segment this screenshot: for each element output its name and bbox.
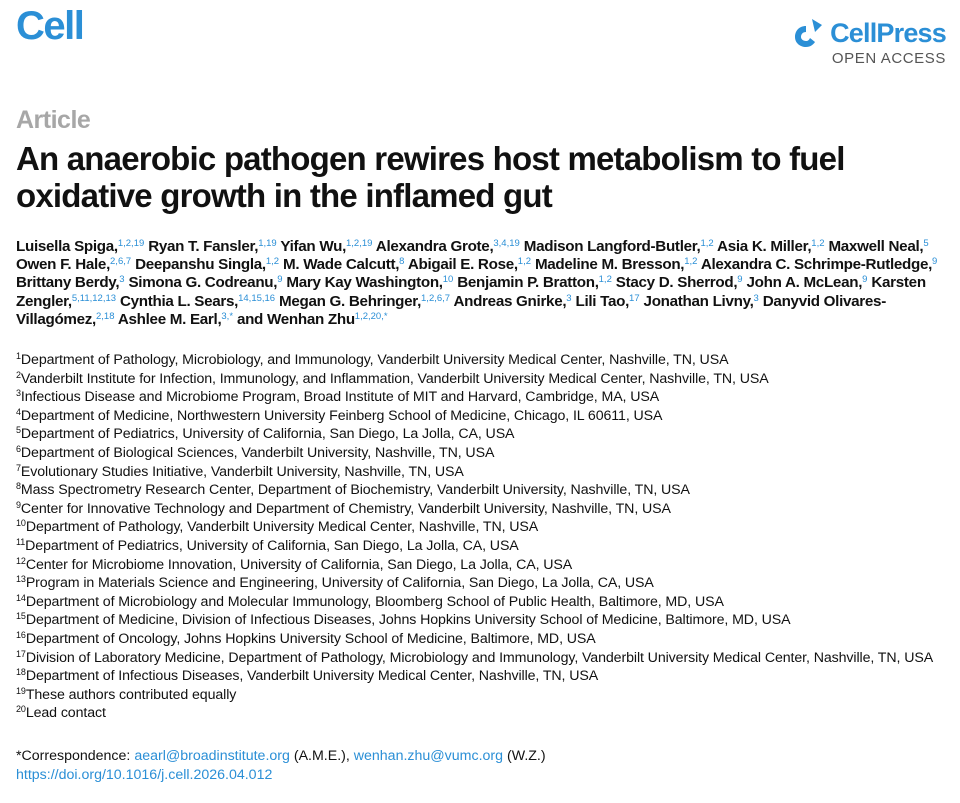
- affiliation-item: [16, 444, 951, 463]
- author-name: Alexandra Grote,$^{3,4,19}$: [375, 238, 520, 255]
- author-affiliation-marks[interactable]: 2,6,7: [110, 256, 132, 268]
- affiliation-number: 10: [16, 518, 26, 529]
- author-name: Danyvid Olivares-Villagómez,$^{2,18}$: [16, 292, 886, 328]
- author-affiliation-marks[interactable]: 14,15,16: [238, 292, 276, 304]
- author-name: Madeline M. Bresson,$^{1,2}$: [534, 256, 698, 274]
- affiliation-text: Department of Infectious Diseases, Vanderbilt University Medical Center, Nashville, TN, USA: [25, 668, 599, 685]
- correspondence-line: [16, 747, 951, 766]
- publisher-logo: [792, 16, 946, 50]
- author-name: Madison Langford-Butler,$^{1,2}$: [523, 238, 714, 255]
- author-affiliation-marks[interactable]: 9: [277, 274, 283, 286]
- author-name: John A. McLean,$^9$: [746, 274, 868, 292]
- affiliation-item: [16, 500, 951, 519]
- author-name: Brittany Berdy,$^3$: [16, 274, 125, 292]
- affiliation-item: [16, 481, 951, 500]
- author-name: Owen F. Hale,$^{2,6,7}$: [16, 256, 132, 274]
- affiliation-text: Center for Innovative Technology and Department of Chemistry, Vanderbilt University, Nashville, TN, USA: [20, 500, 671, 517]
- affiliation-text: Department of Medicine, Northwestern University Feinberg School of Medicine, Chicago, IL 60611, USA: [20, 407, 663, 424]
- author-name: Benjamin P. Bratton,$^{1,2}$: [457, 274, 612, 292]
- author-name: Andreas Gnirke,$^3$: [453, 292, 572, 310]
- affiliation-text: Department of Microbiology and Molecular Immunology, Bloomberg School of Public Health, Baltimore, MD, USA: [25, 593, 724, 610]
- affiliation-number: 16: [16, 629, 26, 640]
- affiliation-number: 13: [16, 574, 26, 585]
- author-affiliation-marks[interactable]: 10: [442, 274, 454, 286]
- affiliation-number: 18: [16, 667, 26, 678]
- affiliation-item: [16, 537, 951, 556]
- affiliation-number: 19: [16, 685, 26, 696]
- author-name: Mary Kay Washington,$^{10}$: [286, 274, 454, 292]
- author-name: Asia K. Miller,$^{1,2}$: [717, 238, 825, 255]
- affiliation-number: 4: [16, 406, 21, 417]
- author-affiliation-marks[interactable]: 8: [399, 256, 405, 268]
- affiliation-item: [16, 667, 951, 686]
- author-name: Lili Tao,$^{17}$: [575, 292, 640, 310]
- author-name: Megan G. Behringer,$^{1,2,6,7}$: [279, 292, 451, 310]
- author-affiliation-marks[interactable]: 9: [737, 274, 743, 286]
- affiliation-number: 2: [16, 369, 21, 380]
- affiliation-number: 5: [16, 425, 21, 436]
- cellpress-logo-icon: [792, 16, 826, 50]
- affiliation-item: [16, 463, 951, 482]
- open-access-label: OPEN ACCESS: [831, 50, 946, 67]
- affiliation-item: [16, 649, 951, 668]
- author-affiliation-marks[interactable]: 3,*: [221, 310, 234, 322]
- affiliation-number: 11: [16, 536, 26, 547]
- author-list: [16, 238, 951, 329]
- affiliation-text: Department of Medicine, Division of Infectious Diseases, Johns Hopkins University School of Medicine, Baltimore, MD, USA: [25, 612, 791, 629]
- article-type: Article: [16, 106, 91, 134]
- affiliation-text: Department of Pediatrics, University of California, San Diego, La Jolla, CA, USA: [25, 537, 519, 554]
- author-affiliation-marks[interactable]: 9: [932, 256, 938, 268]
- affiliation-number: 12: [16, 555, 26, 566]
- affiliation-text: Department of Pathology, Microbiology, and Immunology, Vanderbilt University Medical Center, Nashville, TN, USA: [20, 352, 729, 368]
- author-name: Karsten Zengler,$^{5,11,12,13}$: [16, 274, 926, 310]
- affiliation-item: [16, 611, 951, 630]
- author-affiliation-marks[interactable]: 1,2,6,7: [421, 292, 451, 304]
- affiliation-item: [16, 630, 951, 649]
- author-affiliation-marks[interactable]: 1,2: [700, 238, 714, 249]
- affiliation-number: 15: [16, 611, 26, 622]
- affiliation-item: [16, 518, 951, 537]
- affiliation-text: Vanderbilt Institute for Infection, Immunology, and Inflammation, Vanderbilt University Medical Center, Nashville, TN, USA: [20, 370, 769, 387]
- doi-link[interactable]: https://doi.org/10.1016/j.cell.2026.04.012: [16, 766, 273, 783]
- affiliation-number: 1: [16, 351, 21, 361]
- publisher-block: [792, 16, 946, 67]
- author-name: Jonathan Livny,$^3$: [643, 292, 759, 310]
- affiliation-number: 17: [16, 648, 26, 659]
- author-name: Luisella Spiga,$^{1,2,19}$: [16, 238, 145, 255]
- author-name: Ryan T. Fansler,$^{1,19}$: [148, 238, 277, 255]
- affiliation-text: Infectious Disease and Microbiome Program, Broad Institute of MIT and Harvard, Cambridge, MA, USA: [20, 389, 660, 406]
- author-affiliation-marks[interactable]: 1,2,19: [117, 238, 145, 249]
- affiliation-item: [16, 704, 951, 723]
- affiliation-item: [16, 370, 951, 389]
- correspondence-initials-2: (W.Z.): [506, 748, 546, 764]
- affiliation-item: [16, 556, 951, 575]
- affiliation-number: 20: [16, 704, 26, 715]
- author-name: Yifan Wu,$^{1,2,19}$: [280, 238, 373, 255]
- author-name: Cynthia L. Sears,$^{14,15,16}$: [119, 292, 276, 310]
- author-name: Alexandra C. Schrimpe-Rutledge,$^9$: [700, 256, 938, 274]
- correspondence-block: [16, 747, 951, 784]
- affiliation-number: 3: [16, 388, 21, 399]
- affiliation-text: Department of Biological Sciences, Vanderbilt University, Nashville, TN, USA: [20, 444, 495, 461]
- author-affiliation-marks[interactable]: 1,2,20,*: [354, 310, 388, 322]
- author-affiliation-marks[interactable]: 5,11,12,13: [71, 292, 117, 304]
- affiliation-text: Department of Pediatrics, University of California, San Diego, La Jolla, CA, USA: [20, 426, 515, 443]
- author-affiliation-marks[interactable]: 1,2: [517, 256, 532, 268]
- author-affiliation-marks[interactable]: 1,2: [684, 256, 698, 268]
- author-affiliation-marks[interactable]: 3: [566, 292, 572, 304]
- email-link-earl[interactable]: aearl@broadinstitute.org: [134, 748, 290, 764]
- affiliation-item: [16, 388, 951, 407]
- affiliation-list: [16, 351, 951, 723]
- author-affiliation-marks[interactable]: 1,2: [598, 274, 612, 286]
- affiliation-item: [16, 686, 951, 705]
- affiliation-text: Mass Spectrometry Research Center, Department of Biochemistry, Vanderbilt University, Nashville, TN, USA: [20, 482, 690, 499]
- author-name: Stacy D. Sherrod,$^9$: [615, 274, 743, 292]
- affiliation-text: Lead contact: [25, 705, 106, 722]
- article-title: An anaerobic pathogen rewires host metabolism to fuel oxidative growth in the inflamed gut: [16, 140, 845, 214]
- affiliation-text: Department of Oncology, Johns Hopkins University School of Medicine, Baltimore, MD, USA: [25, 630, 596, 647]
- affiliation-text: Center for Microbiome Innovation, University of California, San Diego, La Jolla, CA, USA: [25, 556, 573, 573]
- author-affiliation-marks[interactable]: 5: [923, 238, 929, 249]
- author-name: Ashlee M. Earl,$^{3,*}$: [117, 310, 234, 328]
- author-affiliation-marks[interactable]: 17: [629, 292, 640, 304]
- affiliation-text: Evolutionary Studies Initiative, Vanderbilt University, Nashville, TN, USA: [20, 463, 464, 480]
- author-affiliation-marks[interactable]: 1,2: [811, 238, 825, 249]
- affiliation-text: Department of Pathology, Vanderbilt University Medical Center, Nashville, TN, USA: [25, 519, 539, 536]
- correspondence-initials-1: (A.M.E.),: [293, 748, 350, 764]
- affiliation-text: These authors contributed equally: [25, 686, 237, 703]
- affiliation-number: 9: [16, 499, 21, 510]
- author-affiliation-marks[interactable]: 3: [119, 274, 125, 286]
- author-affiliation-marks[interactable]: 1,2: [265, 256, 280, 268]
- author-name: Deepanshu Singla,$^{1,2}$: [135, 256, 280, 274]
- affiliation-number: 6: [16, 443, 21, 454]
- author-affiliation-marks[interactable]: 3: [753, 292, 759, 304]
- affiliation-item: [16, 351, 951, 370]
- author-name: and Wenhan Zhu$^{1,2,20,*}$: [236, 310, 388, 328]
- author-affiliation-marks[interactable]: 1,19: [258, 238, 277, 249]
- author-affiliation-marks[interactable]: 2,18: [95, 310, 115, 322]
- publisher-name: CellPress: [830, 17, 946, 48]
- author-name: Abigail E. Rose,$^{1,2}$: [407, 256, 532, 274]
- affiliation-text: Division of Laboratory Medicine, Department of Pathology, Microbiology and Immunology, Vanderbilt University Medical Center, Nashville, TN, USA: [25, 649, 934, 666]
- journal-logo: Cell: [16, 4, 84, 48]
- affiliation-number: 14: [16, 592, 26, 603]
- email-link-zhu[interactable]: wenhan.zhu@vumc.org: [353, 748, 504, 764]
- affiliation-text: Program in Materials Science and Engineering, University of California, San Diego, La Jolla, CA, USA: [25, 575, 654, 592]
- affiliation-item: [16, 407, 951, 426]
- correspondence-label: *Correspondence:: [16, 748, 131, 764]
- affiliation-number: 7: [16, 462, 21, 473]
- affiliation-item: [16, 425, 951, 444]
- affiliation-item: [16, 593, 951, 612]
- affiliation-item: [16, 574, 951, 593]
- author-name: Simona G. Codreanu,$^9$: [128, 274, 283, 292]
- author-name: Maxwell Neal,$^5$: [828, 238, 929, 255]
- author-affiliation-marks[interactable]: 1,2,19: [346, 238, 373, 249]
- author-name: M. Wade Calcutt,$^8$: [283, 256, 405, 274]
- author-affiliation-marks[interactable]: 3,4,19: [493, 238, 520, 249]
- author-affiliation-marks[interactable]: 9: [862, 274, 868, 286]
- article-page: [16, 0, 946, 803]
- affiliation-number: 8: [16, 481, 21, 492]
